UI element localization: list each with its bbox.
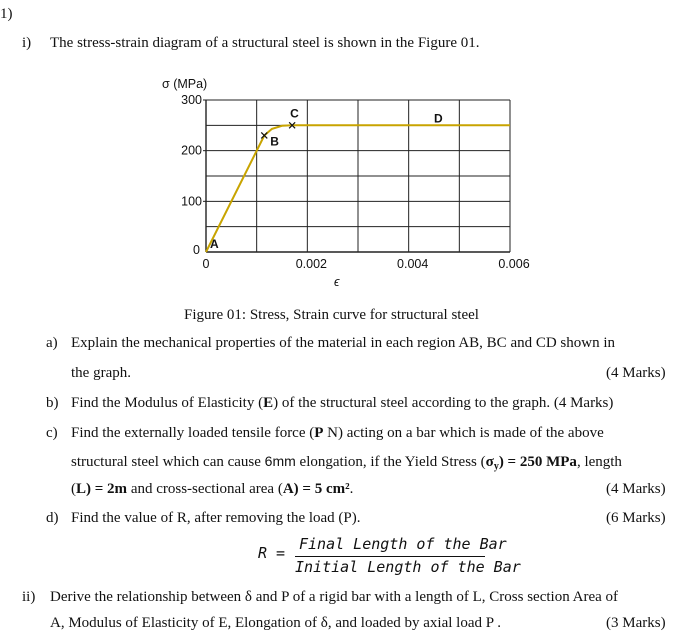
part-a-line2: the graph. <box>71 365 131 381</box>
x-tick-label: 0.004 <box>397 257 429 271</box>
x-tick-label: 0.002 <box>295 257 327 271</box>
formula-denominator: Initial Length of the Bar <box>295 558 521 576</box>
part-c-label: c) <box>46 425 58 441</box>
part-a-label: a) <box>46 335 58 351</box>
stress-strain-chart <box>150 62 530 302</box>
y-tick-label: 100 <box>181 194 202 209</box>
part-d-text: Find the value of R, after removing the load (P). <box>71 510 361 526</box>
question-ii-line1: Derive the relationship between δ and P of a rigid bar with a length of L, Cross section Area of <box>50 589 619 605</box>
question-ii-line2: A, Modulus of Elasticity of E, Elongation of δ, and loaded by axial load P . <box>50 615 502 631</box>
point-label-c: C <box>290 106 299 121</box>
question-ii-label: ii) <box>22 589 36 605</box>
point-label-d: D <box>434 111 443 126</box>
part-b-label: b) <box>46 395 59 411</box>
part-a-marks: (4 Marks) <box>606 365 666 381</box>
x-axis-title: ϵ <box>334 275 340 289</box>
fraction-bar <box>295 556 485 557</box>
part-a-line1: Explain the mechanical properties of the material in each region AB, BC and CD shown in <box>71 335 616 351</box>
part-d-label: d) <box>46 510 59 526</box>
formula-lhs: R = <box>258 544 286 562</box>
question-i-label: i) <box>22 35 32 51</box>
part-c-marks: (4 Marks) <box>606 481 666 497</box>
question-i-text: The stress-strain diagram of a structural steel is shown in the Figure 01. <box>50 35 480 51</box>
y-tick-label: 200 <box>181 143 202 158</box>
y-tick-label: 300 <box>181 93 202 107</box>
question-ii-marks: (3 Marks) <box>606 615 666 631</box>
part-c-line2: structural steel which can cause 6mm elongation, if the Yield Stress $(\sigma_y) = 250$ MPa, length <box>71 453 622 472</box>
y-tick-label-zero: 0 <box>193 243 200 257</box>
x-tick-label: 0.006 <box>498 257 530 271</box>
part-b-text: Find the Modulus of Elasticity (E) of the structural steel according to the graph. (4 Marks) <box>71 395 614 411</box>
part-c-line3: (L) = 2m and cross-sectional area (A) = 5 cm². <box>71 481 354 497</box>
question-number: 1) <box>0 6 13 22</box>
formula-numerator: Final Length of the Bar <box>299 535 507 553</box>
point-label-a: A <box>210 237 219 251</box>
figure-caption: Figure 01: Stress, Strain curve for structural steel <box>184 307 479 323</box>
part-c-line1: Find the externally loaded tensile force (P N) acting on a bar which is made of the above <box>71 425 604 441</box>
part-d-marks: (6 Marks) <box>606 510 666 526</box>
x-tick-label: 0 <box>202 257 210 271</box>
point-label-b: B <box>270 134 279 149</box>
y-axis-title: σ (MPa) <box>162 77 208 91</box>
chart-svg <box>150 62 530 302</box>
